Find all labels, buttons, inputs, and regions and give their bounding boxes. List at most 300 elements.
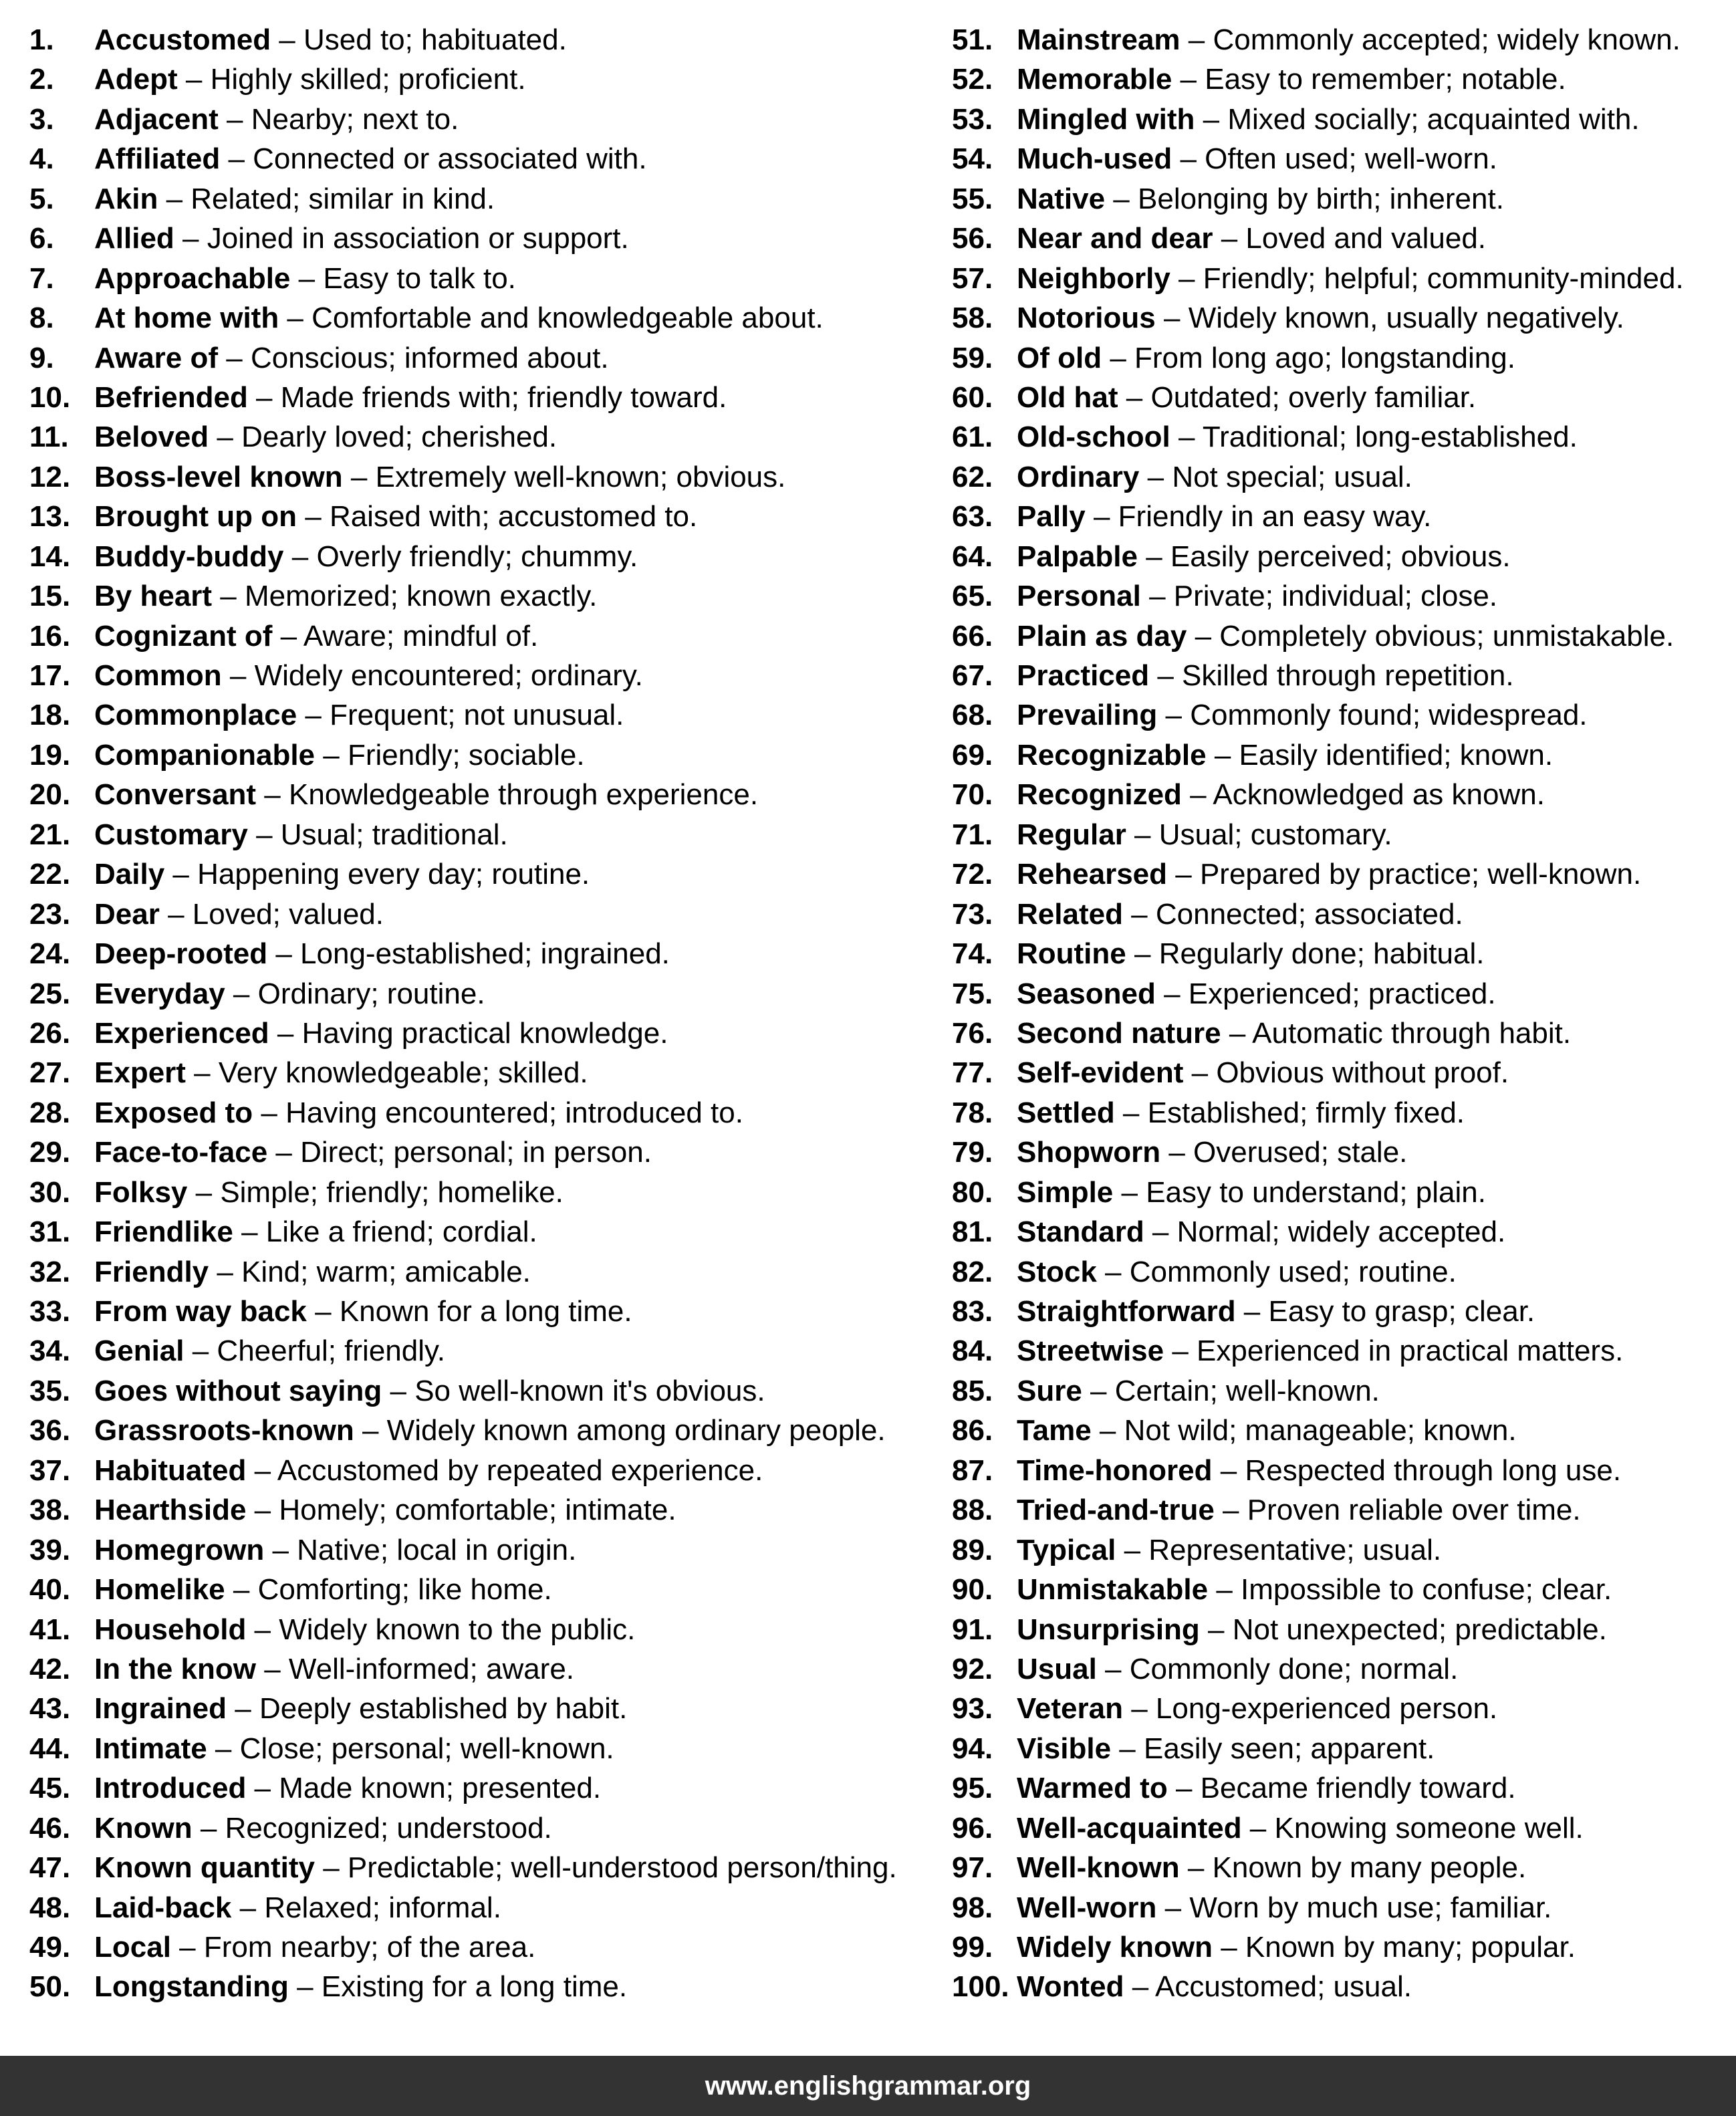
item-term: Seasoned — [1017, 977, 1156, 1010]
item-definition: Having practical knowledge. — [301, 1016, 668, 1050]
item-separator: – — [1114, 1096, 1148, 1129]
item-definition: Commonly accepted; widely known. — [1213, 23, 1681, 56]
list-item — [29, 1610, 918, 1649]
list-item — [29, 139, 918, 179]
item-definition: Respected through long use. — [1245, 1453, 1622, 1487]
item-term: Known — [94, 1811, 193, 1845]
item-definition: Easy to understand; plain. — [1146, 1175, 1486, 1209]
item-definition: Predictable; well-understood person/thing. — [347, 1851, 897, 1885]
item-definition: Widely known, usually negatively. — [1188, 302, 1624, 335]
item-number: 90. — [952, 1573, 993, 1607]
item-separator: – — [218, 341, 251, 374]
item-term: Prevailing — [1017, 699, 1158, 732]
item-term: Dear — [94, 897, 160, 931]
word-list-left-column — [29, 20, 918, 2007]
item-number: 98. — [952, 1891, 993, 1924]
list-item — [952, 616, 1734, 656]
item-term: Customary — [94, 818, 248, 851]
item-number: 91. — [952, 1613, 993, 1646]
list-item — [952, 815, 1734, 854]
item-term: Allied — [94, 222, 174, 255]
item-definition: Normal; widely accepted. — [1176, 1215, 1506, 1249]
list-item — [29, 1729, 918, 1768]
item-separator: – — [306, 1295, 340, 1328]
item-number: 84. — [952, 1334, 993, 1368]
list-item — [29, 695, 918, 735]
list-item — [29, 417, 918, 457]
item-number: 34. — [29, 1334, 71, 1368]
item-definition: Known by many; popular. — [1245, 1931, 1576, 1964]
item-term: Veteran — [1017, 1692, 1123, 1726]
list-item — [29, 1252, 918, 1292]
item-definition: Experienced in practical matters. — [1197, 1334, 1624, 1368]
item-separator: – — [1221, 1016, 1253, 1050]
item-separator: – — [177, 63, 211, 96]
item-separator: – — [1149, 659, 1183, 692]
item-separator: – — [1096, 1255, 1130, 1288]
item-separator: – — [1195, 102, 1228, 136]
item-term: Practiced — [1017, 659, 1150, 692]
item-definition: Prepared by practice; well-known. — [1199, 858, 1642, 891]
item-separator: – — [1139, 460, 1172, 493]
list-item — [29, 100, 918, 139]
item-number: 100. — [952, 1970, 1009, 2004]
item-term: Old hat — [1017, 380, 1118, 414]
list-item — [952, 378, 1734, 417]
item-number: 45. — [29, 1772, 71, 1805]
list-item — [952, 656, 1734, 695]
item-term: By heart — [94, 580, 213, 613]
item-separator: – — [246, 1494, 279, 1527]
item-separator: – — [1167, 858, 1200, 891]
item-separator: – — [209, 1255, 242, 1288]
item-number: 99. — [952, 1931, 993, 1964]
item-definition: Known for a long time. — [339, 1295, 632, 1328]
item-term: Befriended — [94, 380, 248, 414]
item-number: 87. — [952, 1453, 993, 1487]
item-term: Native — [1017, 182, 1106, 215]
list-item — [952, 417, 1734, 457]
item-definition: Completely obvious; unmistakable. — [1219, 619, 1675, 653]
item-number: 24. — [29, 937, 71, 971]
item-separator: – — [1105, 182, 1138, 215]
item-definition: Easy to remember; notable. — [1205, 63, 1566, 96]
item-term: Ordinary — [1017, 460, 1140, 493]
item-separator: – — [1122, 897, 1156, 931]
list-item — [952, 1530, 1734, 1570]
list-item — [29, 1093, 918, 1133]
item-number: 86. — [952, 1414, 993, 1447]
item-separator: – — [246, 1613, 279, 1646]
list-item — [29, 1212, 918, 1252]
list-item — [952, 1610, 1734, 1649]
item-number: 5. — [29, 182, 54, 215]
item-definition: Extremely well-known; obvious. — [375, 460, 786, 493]
item-term: Stock — [1017, 1255, 1097, 1288]
item-separator: – — [290, 261, 324, 295]
item-number: 55. — [952, 182, 993, 215]
item-separator: – — [1137, 540, 1170, 573]
word-list-right-column — [952, 20, 1734, 2007]
item-number: 83. — [952, 1295, 993, 1328]
list-item — [952, 895, 1734, 934]
list-item — [29, 1053, 918, 1092]
item-separator: – — [1181, 778, 1213, 812]
item-separator: – — [1172, 142, 1205, 176]
item-number: 47. — [29, 1851, 71, 1885]
list-item — [952, 1888, 1734, 1927]
item-definition: Joined in association or support. — [207, 222, 629, 255]
item-number: 16. — [29, 619, 71, 653]
item-separator: – — [220, 142, 253, 176]
item-number: 61. — [952, 421, 993, 454]
item-definition: Not special; usual. — [1172, 460, 1412, 493]
item-definition: Highly skilled; proficient. — [210, 63, 526, 96]
item-separator: – — [1187, 619, 1220, 653]
item-number: 58. — [952, 302, 993, 335]
item-number: 25. — [29, 977, 71, 1010]
list-item — [29, 1927, 918, 1967]
item-separator: – — [246, 1453, 277, 1487]
item-definition: Simple; friendly; homelike. — [220, 1175, 564, 1209]
item-number: 1. — [29, 23, 54, 56]
item-separator: – — [1140, 580, 1174, 613]
list-item — [952, 695, 1734, 735]
item-number: 51. — [952, 23, 993, 56]
item-term: Rehearsed — [1017, 858, 1168, 891]
item-term: Second nature — [1017, 1016, 1221, 1050]
list-item — [952, 854, 1734, 894]
item-term: Tame — [1017, 1414, 1092, 1447]
item-definition: Friendly; sociable. — [347, 738, 585, 772]
item-separator: – — [1212, 1931, 1245, 1964]
item-definition: Easily seen; apparent. — [1143, 1732, 1435, 1765]
item-number: 10. — [29, 380, 71, 414]
list-item — [29, 20, 918, 60]
item-number: 64. — [952, 540, 993, 573]
item-definition: Certain; well-known. — [1114, 1374, 1380, 1407]
item-number: 42. — [29, 1652, 71, 1685]
item-separator: – — [247, 380, 281, 414]
list-item — [29, 60, 918, 99]
item-definition: Knowing someone well. — [1274, 1811, 1584, 1845]
item-term: Regular — [1017, 818, 1126, 851]
item-definition: Knowledgeable through experience. — [289, 778, 759, 812]
item-term: Mingled with — [1017, 102, 1195, 136]
list-item — [29, 1808, 918, 1848]
item-term: Commonplace — [94, 699, 297, 732]
item-separator: – — [264, 1533, 297, 1566]
item-separator: – — [209, 421, 242, 454]
list-item — [952, 1490, 1734, 1530]
item-separator: – — [185, 1056, 219, 1090]
item-separator: – — [1124, 1970, 1155, 2004]
item-number: 40. — [29, 1573, 71, 1607]
item-separator: – — [1160, 1136, 1194, 1169]
item-separator: – — [225, 1573, 258, 1607]
item-term: Straightforward — [1017, 1295, 1236, 1328]
item-separator: – — [271, 23, 303, 56]
item-definition: Obvious without proof. — [1216, 1056, 1509, 1090]
item-term: Boss-level known — [94, 460, 343, 493]
item-term: Beloved — [94, 421, 209, 454]
list-item — [29, 735, 918, 775]
item-term: Notorious — [1017, 302, 1156, 335]
list-item — [952, 100, 1734, 139]
item-number: 50. — [29, 1970, 71, 2004]
item-separator: – — [342, 460, 376, 493]
item-definition: Very knowledgeable; skilled. — [218, 1056, 588, 1090]
item-number: 3. — [29, 102, 54, 136]
item-number: 96. — [952, 1811, 993, 1845]
list-item — [952, 20, 1734, 60]
item-separator: – — [297, 500, 330, 534]
item-separator: – — [1213, 222, 1246, 255]
list-item — [29, 1331, 918, 1371]
item-separator: – — [1082, 1374, 1115, 1407]
item-separator: – — [1170, 421, 1203, 454]
item-definition: Comfortable and knowledgeable about. — [312, 302, 824, 335]
item-definition: Well-informed; aware. — [288, 1652, 575, 1685]
item-definition: Overused; stale. — [1193, 1136, 1408, 1169]
list-item — [29, 1570, 918, 1609]
list-item — [29, 1451, 918, 1490]
item-term: Cognizant of — [94, 619, 273, 653]
item-separator: – — [1214, 1494, 1247, 1527]
list-item — [952, 934, 1734, 973]
item-separator: – — [231, 1891, 265, 1924]
item-separator: – — [159, 897, 193, 931]
item-definition: Connected or associated with. — [253, 142, 647, 176]
list-item — [952, 537, 1734, 576]
item-definition: Usual; customary. — [1158, 818, 1392, 851]
item-number: 73. — [952, 897, 993, 931]
item-separator: – — [314, 1851, 348, 1885]
item-definition: Existing for a long time. — [321, 1970, 628, 2004]
item-number: 32. — [29, 1255, 71, 1288]
item-separator: – — [1172, 63, 1205, 96]
list-item — [29, 1888, 918, 1927]
item-separator: – — [267, 1136, 301, 1169]
item-separator: – — [1208, 1573, 1241, 1607]
list-item — [952, 1689, 1734, 1728]
item-term: Brought up on — [94, 500, 297, 534]
list-item — [29, 1292, 918, 1331]
item-separator: – — [1179, 1851, 1213, 1885]
item-separator: – — [1113, 1175, 1146, 1209]
item-separator: – — [283, 540, 317, 573]
item-definition: Having encountered; introduced to. — [285, 1096, 743, 1129]
item-definition: Usual; traditional. — [280, 818, 508, 851]
item-definition: Close; personal; well-known. — [239, 1732, 614, 1765]
list-item — [952, 1729, 1734, 1768]
item-separator: – — [267, 937, 301, 971]
item-number: 18. — [29, 699, 71, 732]
list-item — [952, 1808, 1734, 1848]
list-item — [952, 1927, 1734, 1967]
item-separator: – — [1212, 1453, 1245, 1487]
item-number: 80. — [952, 1175, 993, 1209]
list-item — [29, 1411, 918, 1450]
item-definition: Made friends with; friendly toward. — [280, 380, 727, 414]
item-term: Goes without saying — [94, 1374, 382, 1407]
item-term: Wonted — [1017, 1970, 1124, 2004]
item-definition: Loved and valued. — [1245, 222, 1487, 255]
item-number: 36. — [29, 1414, 71, 1447]
item-separator: – — [272, 619, 303, 653]
item-separator: – — [1167, 1772, 1201, 1805]
list-item — [952, 1252, 1734, 1292]
item-separator: – — [1183, 1056, 1217, 1090]
item-number: 33. — [29, 1295, 71, 1328]
item-definition: Not wild; manageable; known. — [1124, 1414, 1517, 1447]
item-number: 4. — [29, 142, 54, 176]
item-definition: Frequent; not unusual. — [330, 699, 624, 732]
item-number: 30. — [29, 1175, 71, 1209]
list-item — [29, 497, 918, 536]
item-number: 93. — [952, 1692, 993, 1726]
list-item — [29, 1490, 918, 1530]
list-item — [29, 1649, 918, 1689]
item-definition: Related; similar in kind. — [191, 182, 495, 215]
list-item — [952, 139, 1734, 179]
item-separator: – — [1170, 261, 1203, 295]
item-definition: Native; local in origin. — [297, 1533, 577, 1566]
item-number: 79. — [952, 1136, 993, 1169]
item-term: Well-worn — [1017, 1891, 1157, 1924]
item-definition: Representative; usual. — [1148, 1533, 1442, 1566]
item-separator: – — [1199, 1613, 1233, 1646]
item-term: Conversant — [94, 778, 257, 812]
list-item — [29, 815, 918, 854]
item-term: Exposed to — [94, 1096, 253, 1129]
item-separator: – — [269, 1016, 302, 1050]
item-term: Friendly — [94, 1255, 209, 1288]
item-number: 81. — [952, 1215, 993, 1249]
item-definition: Proven reliable over time. — [1247, 1494, 1581, 1527]
item-separator: – — [1091, 1414, 1124, 1447]
item-term: Old-school — [1017, 421, 1170, 454]
item-definition: Happening every day; routine. — [197, 858, 590, 891]
item-separator: – — [212, 580, 245, 613]
item-term: Genial — [94, 1334, 184, 1368]
item-definition: Made known; presented. — [279, 1772, 602, 1805]
list-item — [29, 1768, 918, 1808]
item-term: Affiliated — [94, 142, 221, 176]
item-definition: Direct; personal; in person. — [300, 1136, 652, 1169]
item-definition: Commonly used; routine. — [1129, 1255, 1457, 1288]
item-number: 13. — [29, 500, 71, 534]
item-number: 15. — [29, 580, 71, 613]
list-item — [952, 457, 1734, 497]
item-term: Settled — [1017, 1096, 1115, 1129]
item-definition: Raised with; accustomed to. — [329, 500, 698, 534]
item-number: 22. — [29, 858, 71, 891]
list-item — [952, 1053, 1734, 1092]
list-item — [29, 934, 918, 973]
item-definition: Impossible to confuse; clear. — [1241, 1573, 1612, 1607]
item-separator: – — [288, 1970, 322, 2004]
item-definition: Widely known among ordinary people. — [386, 1414, 886, 1447]
item-definition: Commonly found; widespread. — [1190, 699, 1588, 732]
list-item — [29, 974, 918, 1014]
item-term: Longstanding — [94, 1970, 289, 2004]
item-definition: Often used; well-worn. — [1205, 142, 1497, 176]
item-number: 37. — [29, 1453, 71, 1487]
item-separator: – — [1126, 818, 1159, 851]
list-item — [29, 219, 918, 258]
item-term: Palpable — [1017, 540, 1138, 573]
item-number: 65. — [952, 580, 993, 613]
item-separator: – — [221, 659, 255, 692]
item-term: Standard — [1017, 1215, 1144, 1249]
item-definition: Long-established; ingrained. — [300, 937, 670, 971]
item-definition: Regularly done; habitual. — [1158, 937, 1485, 971]
list-item — [29, 338, 918, 378]
list-item — [29, 576, 918, 616]
footer-website-link[interactable]: www.englishgrammar.org — [705, 2071, 1031, 2101]
item-term: In the know — [94, 1652, 256, 1685]
item-number: 82. — [952, 1255, 993, 1288]
item-number: 2. — [29, 63, 54, 96]
item-number: 17. — [29, 659, 71, 692]
list-item — [952, 974, 1734, 1014]
item-term: Introduced — [94, 1772, 247, 1805]
list-item — [29, 656, 918, 695]
item-term: Related — [1017, 897, 1123, 931]
item-separator: – — [297, 699, 330, 732]
item-term: Pally — [1017, 500, 1086, 534]
item-term: Routine — [1017, 937, 1126, 971]
item-term: Unsurprising — [1017, 1613, 1200, 1646]
list-item — [952, 219, 1734, 258]
list-item — [952, 1768, 1734, 1808]
item-definition: Long-experienced person. — [1155, 1692, 1498, 1726]
list-item — [29, 1530, 918, 1570]
item-separator: – — [233, 1215, 266, 1249]
list-item — [952, 497, 1734, 536]
item-number: 54. — [952, 142, 993, 176]
item-number: 28. — [29, 1096, 71, 1129]
item-definition: Overly friendly; chummy. — [316, 540, 638, 573]
item-definition: Like a friend; cordial. — [265, 1215, 537, 1249]
list-item — [29, 616, 918, 656]
item-separator: – — [354, 1414, 387, 1447]
item-number: 71. — [952, 818, 993, 851]
item-number: 69. — [952, 738, 993, 772]
item-term: Homegrown — [94, 1533, 265, 1566]
item-term: Memorable — [1017, 63, 1172, 96]
item-separator: – — [184, 1334, 217, 1368]
item-definition: Memorized; known exactly. — [245, 580, 598, 613]
item-separator: – — [256, 1652, 289, 1685]
item-separator: – — [174, 222, 207, 255]
item-definition: Easily perceived; obvious. — [1170, 540, 1511, 573]
item-term: Simple — [1017, 1175, 1114, 1209]
list-item — [29, 775, 918, 814]
item-term: Visible — [1017, 1732, 1112, 1765]
item-term: Face-to-face — [94, 1136, 268, 1169]
item-term: Of old — [1017, 341, 1102, 374]
item-definition: Relaxed; informal. — [264, 1891, 501, 1924]
item-number: 7. — [29, 261, 54, 295]
item-number: 53. — [952, 102, 993, 136]
item-term: Well-known — [1017, 1851, 1180, 1885]
item-separator: – — [164, 858, 198, 891]
item-term: Neighborly — [1017, 261, 1170, 295]
list-item — [952, 338, 1734, 378]
item-term: Streetwise — [1017, 1334, 1164, 1368]
